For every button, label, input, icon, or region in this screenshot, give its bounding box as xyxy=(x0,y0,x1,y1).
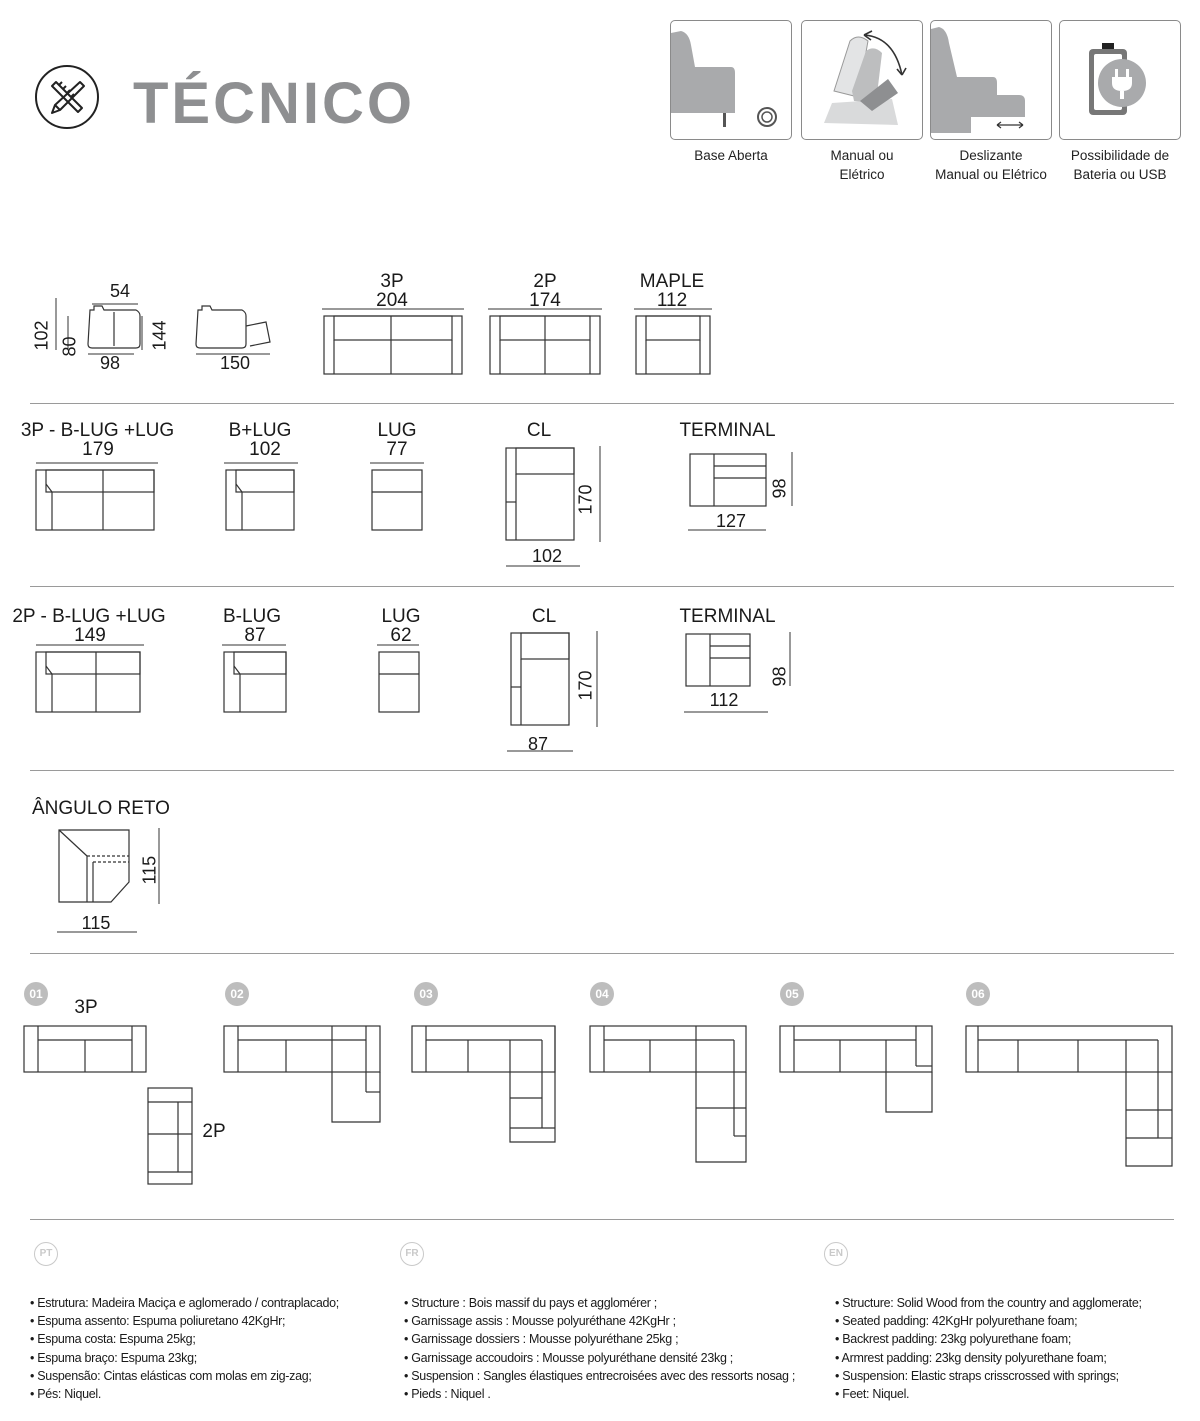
side-depth-top-label: 54 xyxy=(109,281,131,301)
spec-item: • Seated padding: 42KgHr polyurethane foam; xyxy=(835,1314,1078,1329)
config-number: 01 xyxy=(24,982,48,1006)
feature-sliding xyxy=(930,20,1052,184)
spec-item: • Garnissage accoudoirs : Mousse polyuréthane densité 23kg ; xyxy=(404,1350,733,1365)
spec-item: • Pés: Niquel. xyxy=(30,1387,102,1402)
module-lug-drawing xyxy=(368,460,428,540)
config-number: 05 xyxy=(780,982,804,1006)
spec-item: • Structure : Bois massif du pays et agglomérer ; xyxy=(404,1296,657,1310)
module-width: 204 xyxy=(376,290,408,311)
spec-item: • Backrest padding: 23kg polyurethane foam; xyxy=(835,1332,1072,1347)
sofa-2p-drawing xyxy=(485,306,605,376)
config-02-drawing xyxy=(220,1022,390,1132)
config-number: 02 xyxy=(225,982,249,1006)
config-number: 03 xyxy=(414,982,438,1006)
side-height-seat-label: 80 xyxy=(59,336,80,357)
module-lug-drawing xyxy=(375,642,425,722)
sliding-seat-icon xyxy=(931,21,1051,139)
module-corner-drawing xyxy=(55,826,185,936)
feature-label: Manual ou Elétrico xyxy=(935,167,1047,182)
spec-item: • Espuma braço: Espuma 23kg; xyxy=(30,1350,197,1365)
side-height-open-label: 144 xyxy=(149,320,170,351)
module-name: 3P xyxy=(380,271,404,292)
feature-battery xyxy=(1059,20,1181,184)
module-name: 2P xyxy=(533,271,557,292)
recliner-icon xyxy=(802,21,922,139)
feature-label: Manual ou xyxy=(830,148,894,163)
spec-item: • Garnissage dossiers : Mousse polyuréthane 25kg ; xyxy=(404,1332,679,1347)
config-06-drawing xyxy=(962,1022,1182,1172)
module-name: 3P - B-LUG +LUG xyxy=(20,420,175,441)
module-name: B-LUG xyxy=(222,606,282,627)
feature-label: Possibilidade de xyxy=(1070,148,1170,163)
corner-width-label: 115 xyxy=(81,913,111,933)
divider xyxy=(30,770,1174,771)
module-3p-blug-lug-drawing xyxy=(32,460,162,540)
divider xyxy=(30,953,1174,954)
module-name: MAPLE xyxy=(639,271,705,292)
side-height-total-label: 102 xyxy=(31,320,52,351)
spec-item: • Garnissage assis : Mousse polyuréthane 42KgHr ; xyxy=(404,1314,676,1329)
spec-item: • Feet: Niquel. xyxy=(835,1387,910,1402)
open-base-icon xyxy=(671,21,791,139)
feature-label: Bateria ou USB xyxy=(1073,167,1167,182)
module-name: LUG xyxy=(381,606,421,627)
page-title: TÉCNICO xyxy=(133,71,415,136)
divider xyxy=(30,403,1174,404)
module-width: 102 xyxy=(249,439,281,460)
cl-width-label: 102 xyxy=(531,546,563,566)
config-label: 2P xyxy=(202,1121,226,1142)
module-name: B+LUG xyxy=(228,420,292,441)
module-width: 179 xyxy=(82,439,114,460)
feature-open-base xyxy=(670,20,792,165)
config-05-drawing xyxy=(776,1022,946,1132)
spec-item: • Espuma costa: Espuma 25kg; xyxy=(30,1332,196,1347)
feature-label: Base Aberta xyxy=(694,148,768,163)
spec-list-fr xyxy=(404,1294,795,1403)
config-label: 3P xyxy=(74,997,98,1018)
terminal-depth-label: 98 xyxy=(769,666,790,687)
lang-badge-fr: FR xyxy=(400,1242,424,1266)
spec-item: • Suspension: Elastic straps crisscrossed with springs; xyxy=(835,1368,1119,1383)
cl-length-label: 170 xyxy=(575,484,596,515)
divider xyxy=(30,1219,1174,1220)
side-depth-label: 98 xyxy=(99,353,121,373)
config-01-drawing xyxy=(20,1022,220,1222)
feature-label: Deslizante xyxy=(959,148,1023,163)
config-number: 06 xyxy=(966,982,990,1006)
config-number: 04 xyxy=(590,982,614,1006)
module-width: 77 xyxy=(386,439,408,460)
feature-label: Elétrico xyxy=(839,167,885,182)
sofa-maple-drawing xyxy=(630,306,720,376)
spec-item: • Estrutura: Madeira Maciça e aglomerado / contraplacado; xyxy=(30,1296,339,1310)
spec-list-en xyxy=(835,1294,1142,1403)
module-name: CL xyxy=(531,606,557,627)
spec-item: • Structure: Solid Wood from the country and agglomerate; xyxy=(835,1296,1142,1310)
cl-width-label: 87 xyxy=(527,734,549,754)
cl-length-label: 170 xyxy=(575,670,596,701)
module-name: LUG xyxy=(377,420,417,441)
lang-badge-pt: PT xyxy=(34,1242,58,1266)
module-b-lug-drawing xyxy=(222,460,302,540)
module-name: ÂNGULO RETO xyxy=(32,798,170,819)
spec-list-pt xyxy=(30,1294,339,1403)
module-name: CL xyxy=(526,420,552,441)
module-name: 2P - B-LUG +LUG xyxy=(12,606,166,627)
lang-badge-en: EN xyxy=(824,1242,848,1266)
module-width: 149 xyxy=(74,625,106,646)
module-b-lug-drawing xyxy=(220,642,300,722)
feature-recliner xyxy=(801,20,923,184)
config-04-drawing xyxy=(586,1022,756,1172)
corner-depth-label: 115 xyxy=(139,855,160,885)
spec-item: • Armrest padding: 23kg density polyurethane foam; xyxy=(835,1350,1107,1365)
spec-item: • Pieds : Niquel . xyxy=(404,1387,491,1402)
side-open-depth-label: 150 xyxy=(219,353,251,373)
module-2p-blug-lug-drawing xyxy=(32,642,152,722)
spec-item: • Suspensão: Cintas elásticas com molas em zig-zag; xyxy=(30,1368,312,1383)
sofa-3p-drawing xyxy=(318,306,468,376)
terminal-width-label: 127 xyxy=(715,511,747,531)
module-name: TERMINAL xyxy=(679,420,776,441)
pencil-ruler-icon xyxy=(34,64,100,130)
module-name: TERMINAL xyxy=(679,606,776,627)
battery-usb-icon xyxy=(1060,21,1180,139)
terminal-width-label: 112 xyxy=(709,690,739,710)
terminal-depth-label: 98 xyxy=(769,478,790,499)
spec-item: • Espuma assento: Espuma poliuretano 42KgHr; xyxy=(30,1314,286,1329)
module-width: 112 xyxy=(656,290,688,311)
module-width: 87 xyxy=(244,625,266,646)
module-width: 174 xyxy=(529,290,561,311)
spec-item: • Suspension : Sangles élastiques entrecroisées avec des ressorts nosag ; xyxy=(404,1368,796,1383)
module-width: 62 xyxy=(390,625,412,646)
config-03-drawing xyxy=(408,1022,578,1152)
divider xyxy=(30,586,1174,587)
